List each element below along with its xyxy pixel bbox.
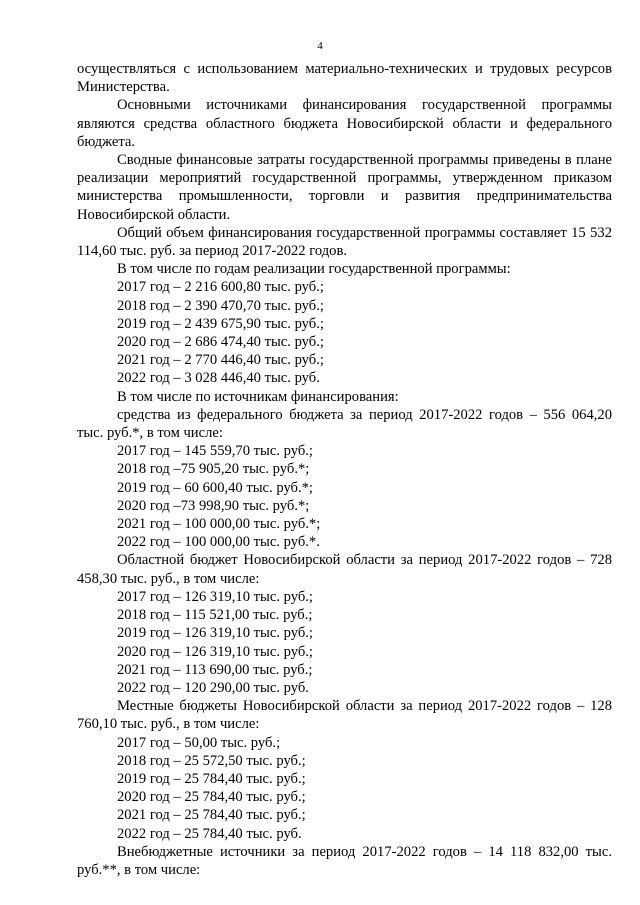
- list-line: 2020 год – 2 686 474,40 тыс. руб.;: [117, 334, 324, 351]
- list-line: 2022 год – 100 000,00 тыс. руб.*.: [117, 534, 320, 551]
- list-line: 2018 год –75 905,20 тыс. руб.*;: [117, 461, 310, 478]
- list-line: 2018 год – 25 572,50 тыс. руб.;: [117, 752, 306, 769]
- page-number: 4: [317, 40, 323, 52]
- list-line: 2017 год – 50,00 тыс. руб.;: [117, 734, 281, 751]
- list-line: 2021 год – 100 000,00 тыс. руб.*;: [117, 516, 321, 533]
- list-line: 2021 год – 113 690,00 тыс. руб.;: [117, 661, 313, 678]
- list-line: 2019 год – 25 784,40 тыс. руб.;: [117, 770, 306, 787]
- list-line: 2022 год – 3 028 446,40 тыс. руб.: [117, 370, 320, 387]
- paragraph: Общий объем финансирования государственной программы составляет 15 532 114,60 тыс. руб. за период 2017-2022 годов.: [77, 224, 612, 260]
- paragraph: Внебюджетные источники за период 2017-2022 годов – 14 118 832,00 тыс. руб.**, в том числе:: [77, 843, 612, 878]
- paragraph: осуществляться с использованием материально-технических и трудовых ресурсов Министерства.: [77, 61, 612, 96]
- list-line: 2022 год – 120 290,00 тыс. руб.: [117, 679, 309, 696]
- list-line: 2019 год – 126 319,10 тыс. руб.;: [117, 625, 313, 642]
- list-line: 2021 год – 25 784,40 тыс. руб.;: [117, 807, 306, 824]
- list-line: 2021 год – 2 770 446,40 тыс. руб.;: [117, 352, 324, 369]
- paragraph: Областной бюджет Новосибирской области за период 2017-2022 годов – 728 458,30 тыс. руб., в том числе:: [77, 552, 612, 587]
- paragraph: Основными источниками финансирования государственной программы являются средства областного бюджета Новосибирской области и федерального бюджета.: [77, 97, 612, 150]
- list-line: 2019 год – 60 600,40 тыс. руб.*;: [117, 479, 313, 496]
- list-line: 2017 год – 2 216 600,80 тыс. руб.;: [117, 279, 324, 296]
- paragraph: средства из федерального бюджета за период 2017-2022 годов – 556 064,20 тыс. руб.*, в том числе:: [77, 406, 612, 442]
- list-line: В том числе по годам реализации государственной программы:: [117, 261, 511, 278]
- list-line: 2022 год – 25 784,40 тыс. руб.: [117, 825, 302, 842]
- paragraph: Сводные финансовые затраты государственной программы приведены в плане реализации мероприятий государственной программы, утвержденном приказом министерства промышленности, торговли и развития предпринимательства Новосибирской области.: [77, 152, 612, 223]
- list-line: 2019 год – 2 439 675,90 тыс. руб.;: [117, 315, 324, 332]
- list-line: 2017 год – 145 559,70 тыс. руб.;: [117, 443, 313, 460]
- list-line: В том числе по источникам финансирования:: [117, 388, 399, 405]
- list-line: 2018 год – 115 521,00 тыс. руб.;: [117, 607, 313, 624]
- list-line: 2020 год – 25 784,40 тыс. руб.;: [117, 789, 306, 806]
- list-line: 2020 год –73 998,90 тыс. руб.*;: [117, 497, 310, 514]
- paragraph: Местные бюджеты Новосибирской области за период 2017-2022 годов – 128 760,10 тыс. руб., в том числе:: [77, 698, 612, 733]
- list-line: 2020 год – 126 319,10 тыс. руб.;: [117, 643, 313, 660]
- list-line: 2017 год – 126 319,10 тыс. руб.;: [117, 588, 313, 605]
- document-body: [77, 60, 612, 879]
- list-line: 2018 год – 2 390 470,70 тыс. руб.;: [117, 297, 324, 314]
